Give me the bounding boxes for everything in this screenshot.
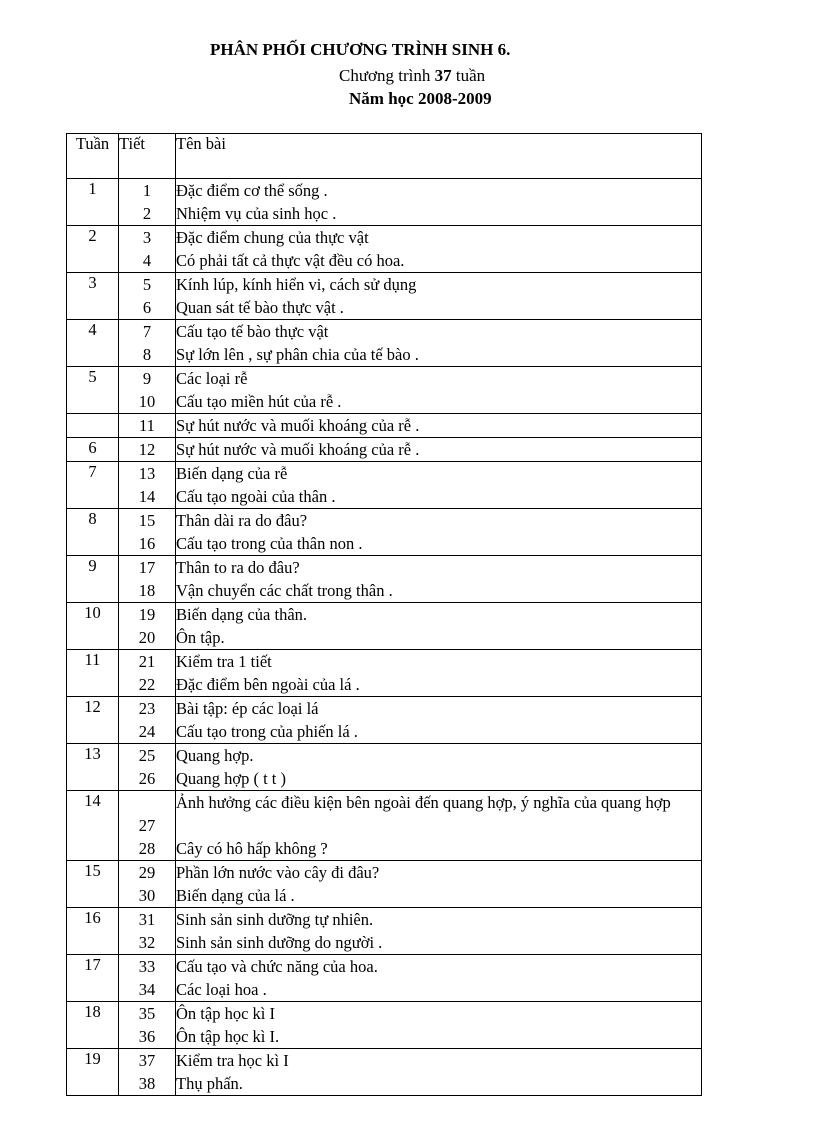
lesson-title: Bài tập: ép các loại lá — [176, 699, 319, 718]
header-lesson-name: Tên bài — [176, 134, 702, 179]
lesson-name-cell — [176, 1049, 702, 1096]
lesson-title: Biến dạng của lá . — [176, 886, 295, 905]
lesson-number: 31 — [138, 910, 156, 929]
lesson-number: 34 — [138, 980, 156, 999]
lesson-title: Sinh sản sinh dưỡng tự nhiên. — [176, 910, 374, 929]
lesson-title: Vận chuyển các chất trong thân . — [176, 581, 393, 600]
lesson-name-cell — [176, 462, 702, 509]
lesson-title: Có phải tất cả thực vật đều có hoa. — [176, 251, 405, 270]
week-cell: 3 — [67, 273, 119, 320]
lesson-title: Sự hút nước và muối khoáng của rễ . — [176, 440, 420, 459]
lesson-number-cell — [119, 179, 176, 226]
table-row — [67, 650, 702, 697]
lesson-name-cell — [176, 509, 702, 556]
lesson-number: 17 — [138, 558, 156, 577]
week-cell: 2 — [67, 226, 119, 273]
lesson-number-cell — [119, 462, 176, 509]
lesson-name-cell — [176, 226, 702, 273]
table-row — [67, 955, 702, 1002]
table-row — [67, 414, 702, 438]
lesson-name-cell — [176, 1002, 702, 1049]
week-cell: 16 — [67, 908, 119, 955]
week-cell: 1 — [67, 179, 119, 226]
lesson-title: Quan sát tế bào thực vật . — [176, 298, 344, 317]
lesson-number: 29 — [138, 863, 156, 882]
lesson-name-cell — [176, 320, 702, 367]
week-cell: 6 — [67, 438, 119, 462]
lesson-number-cell — [119, 650, 176, 697]
lesson-number-cell — [119, 1049, 176, 1096]
week-cell: 5 — [67, 367, 119, 414]
header-lesson: Tiết — [119, 134, 176, 179]
lesson-number: 35 — [138, 1004, 156, 1023]
lesson-number: 37 — [138, 1051, 156, 1070]
lesson-number: 22 — [138, 675, 156, 694]
lesson-number: 36 — [138, 1027, 156, 1046]
lesson-title: Ôn tập học kì I — [176, 1004, 275, 1023]
lesson-name-cell — [176, 650, 702, 697]
lesson-title: Kính lúp, kính hiển vi, cách sử dụng — [176, 275, 417, 294]
table-row — [67, 179, 702, 226]
lesson-number: 16 — [138, 534, 156, 553]
lesson-name-cell — [176, 861, 702, 908]
lesson-title: Sự lớn lên , sự phân chia của tế bào . — [176, 345, 419, 364]
table-row — [67, 273, 702, 320]
lesson-title: Thụ phấn. — [176, 1074, 243, 1093]
lesson-number-cell — [119, 414, 176, 438]
lesson-name-cell — [176, 744, 702, 791]
lesson-number-cell — [119, 955, 176, 1002]
lesson-name-cell — [176, 438, 702, 462]
table-row — [67, 1049, 702, 1096]
lesson-number: 25 — [138, 746, 156, 765]
lesson-name-cell — [176, 603, 702, 650]
lesson-name-cell — [176, 414, 702, 438]
lesson-title: Kiểm tra học kì I — [176, 1051, 289, 1070]
lesson-title: Các loại hoa . — [176, 980, 267, 999]
week-cell: 11 — [67, 650, 119, 697]
week-cell — [67, 414, 119, 438]
lesson-title: Quang hợp ( t t ) — [176, 769, 286, 788]
week-cell: 13 — [67, 744, 119, 791]
lesson-number: 19 — [138, 605, 156, 624]
lesson-title: Sự hút nước và muối khoáng của rễ . — [176, 416, 420, 435]
week-cell: 8 — [67, 509, 119, 556]
week-cell: 7 — [67, 462, 119, 509]
table-header-row — [67, 134, 702, 179]
lesson-number: 32 — [138, 933, 156, 952]
table-body — [67, 179, 702, 1096]
lesson-number: 18 — [138, 581, 156, 600]
lesson-number: 8 — [142, 345, 152, 364]
lesson-name-cell — [176, 908, 702, 955]
lesson-number-cell — [119, 509, 176, 556]
lesson-number: 5 — [142, 275, 152, 294]
lesson-number: 10 — [138, 392, 156, 411]
table-row — [67, 697, 702, 744]
lesson-number: 30 — [138, 886, 156, 905]
lesson-number-cell — [119, 320, 176, 367]
lesson-number: 2 — [142, 204, 152, 223]
lesson-title: Cấu tạo miền hút của rễ . — [176, 392, 342, 411]
school-year: Năm học 2008-2009 — [349, 89, 492, 108]
lesson-name-cell — [176, 791, 702, 861]
page-title: PHÂN PHỐI CHƯƠNG TRÌNH SINH 6. — [210, 40, 511, 59]
week-cell: 19 — [67, 1049, 119, 1096]
lesson-number: 33 — [138, 957, 156, 976]
lesson-name-cell — [176, 367, 702, 414]
lesson-number: 3 — [142, 228, 152, 247]
lesson-title: Sinh sản sinh dưỡng do người . — [176, 933, 383, 952]
lesson-name-cell — [176, 697, 702, 744]
lesson-number: 24 — [138, 722, 156, 741]
week-cell: 14 — [67, 791, 119, 861]
lesson-title: Cấu tạo trong của thân non . — [176, 534, 363, 553]
lesson-number-cell — [119, 791, 176, 861]
lesson-title: Cấu tạo ngoài của thân . — [176, 487, 336, 506]
lesson-number: 14 — [138, 487, 156, 506]
table-row — [67, 509, 702, 556]
week-cell: 10 — [67, 603, 119, 650]
table-row — [67, 367, 702, 414]
lesson-number-cell — [119, 603, 176, 650]
lesson-number: 21 — [138, 652, 156, 671]
lesson-number: 12 — [138, 440, 156, 459]
lesson-number-cell — [119, 226, 176, 273]
week-cell: 4 — [67, 320, 119, 367]
lesson-number: 27 — [138, 816, 156, 835]
lesson-number-cell — [119, 697, 176, 744]
lesson-name-cell — [176, 179, 702, 226]
subtitle-weeks: 37 — [434, 66, 452, 85]
lesson-title: Nhiệm vụ của sinh học . — [176, 204, 337, 223]
lesson-title: Cấu tạo và chức năng của hoa. — [176, 957, 378, 976]
table-row — [67, 226, 702, 273]
table-row — [67, 744, 702, 791]
table-row — [67, 1002, 702, 1049]
lesson-number: 13 — [138, 464, 156, 483]
lesson-title: Cấu tạo trong của phiến lá . — [176, 722, 358, 741]
lesson-number: 4 — [142, 251, 152, 270]
lesson-number: 26 — [138, 769, 156, 788]
table-row — [67, 320, 702, 367]
lesson-number: 7 — [142, 322, 152, 341]
lesson-title: Các loại rễ — [176, 369, 248, 388]
lesson-number-cell — [119, 367, 176, 414]
lesson-number: 9 — [142, 369, 152, 388]
lesson-title: Đặc điểm chung của thực vật — [176, 228, 369, 247]
lesson-title: Ôn tập học kì I. — [176, 1027, 280, 1046]
lesson-number: 38 — [138, 1074, 156, 1093]
lesson-title: Đặc điểm bên ngoài của lá . — [176, 675, 360, 694]
week-cell: 9 — [67, 556, 119, 603]
lesson-title: Cấu tạo tế bào thực vật — [176, 322, 329, 341]
lesson-number: 28 — [138, 839, 156, 858]
week-cell: 17 — [67, 955, 119, 1002]
lesson-name-cell — [176, 556, 702, 603]
table-row — [67, 556, 702, 603]
program-subtitle — [339, 66, 485, 86]
lesson-number-cell — [119, 438, 176, 462]
lesson-number-cell — [119, 861, 176, 908]
lesson-number: 1 — [142, 181, 152, 200]
week-cell: 18 — [67, 1002, 119, 1049]
lesson-title: Phần lớn nước vào cây đi đâu? — [176, 863, 380, 882]
lesson-title: Ôn tập. — [176, 628, 225, 647]
header-week: Tuần — [67, 134, 119, 179]
lesson-name-cell — [176, 955, 702, 1002]
table-row — [67, 603, 702, 650]
lesson-name-cell — [176, 273, 702, 320]
lesson-number: 6 — [142, 298, 152, 317]
lesson-number: 15 — [138, 511, 156, 530]
week-cell: 12 — [67, 697, 119, 744]
lesson-number-cell — [119, 556, 176, 603]
lesson-number-cell — [119, 273, 176, 320]
table-row — [67, 861, 702, 908]
lesson-number: 23 — [138, 699, 156, 718]
table-row — [67, 791, 702, 861]
lesson-number: 11 — [139, 416, 155, 435]
table-row — [67, 462, 702, 509]
lesson-title: Đặc điểm cơ thể sống . — [176, 181, 328, 200]
subtitle-suffix: tuần — [455, 66, 486, 85]
week-cell: 15 — [67, 861, 119, 908]
lesson-title: Quang hợp. — [176, 746, 254, 765]
curriculum-table — [66, 133, 702, 1096]
lesson-title: Cây có hô hấp không ? — [176, 839, 328, 858]
lesson-number-cell — [119, 908, 176, 955]
lesson-number-cell — [119, 1002, 176, 1049]
table-row — [67, 438, 702, 462]
lesson-title: Kiểm tra 1 tiết — [176, 652, 272, 671]
lesson-title: Thân dài ra do đâu? — [176, 511, 308, 530]
subtitle-prefix: Chương trình — [339, 66, 431, 85]
table-row — [67, 908, 702, 955]
lesson-title: Ảnh hưởng các điều kiện bên ngoài đến quang hợp, ý nghĩa của quang hợp — [176, 793, 671, 812]
lesson-number-cell — [119, 744, 176, 791]
lesson-title: Biến dạng của rễ — [176, 464, 288, 483]
lesson-title: Thân to ra do đâu? — [176, 558, 300, 577]
lesson-title: Biến dạng của thân. — [176, 605, 308, 624]
lesson-number: 20 — [138, 628, 156, 647]
